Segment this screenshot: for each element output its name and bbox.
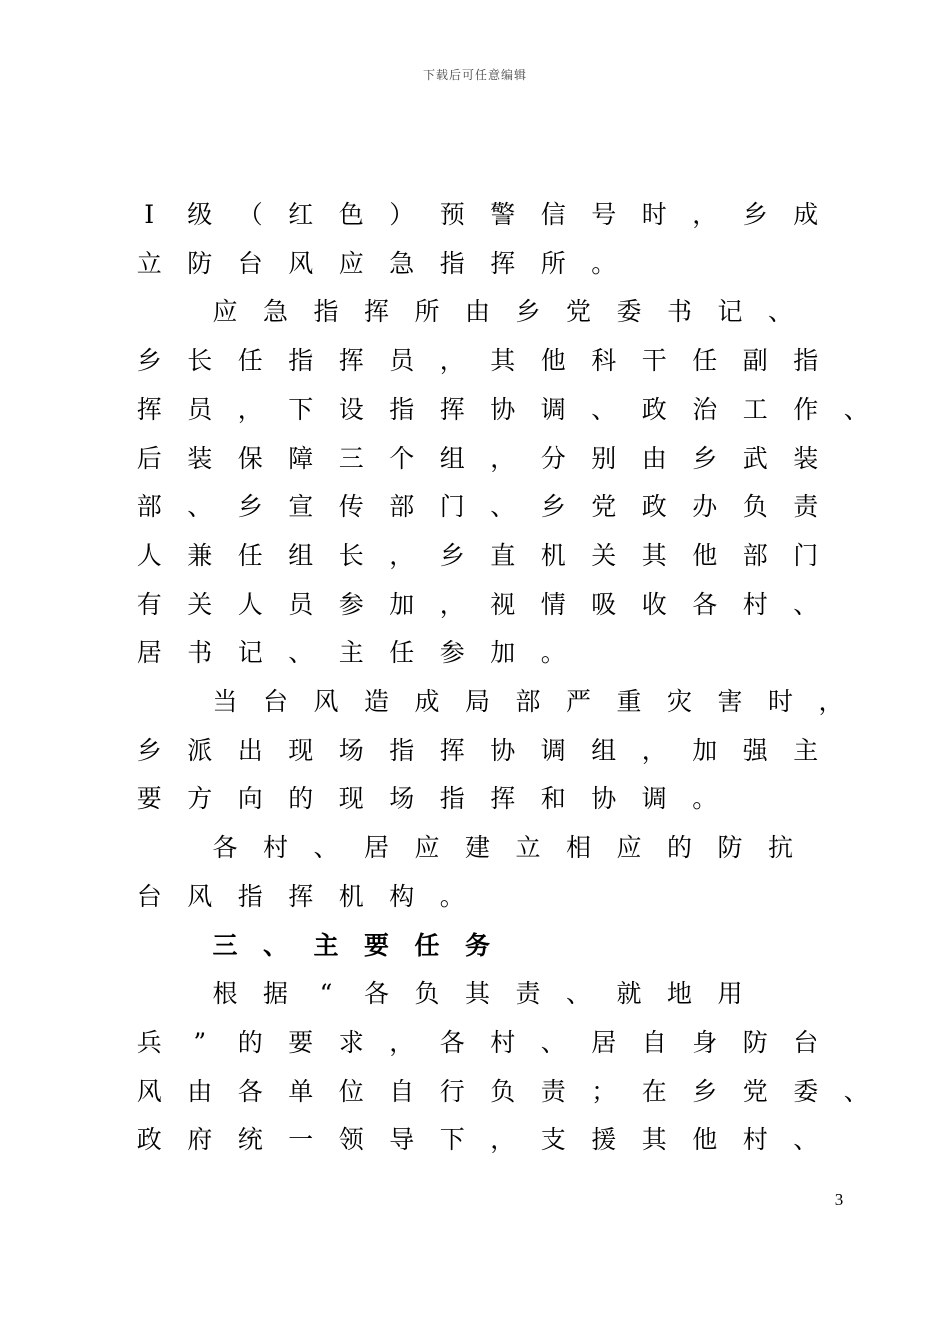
text-char: 行 [439, 1076, 465, 1106]
text-char: 、 [490, 492, 516, 522]
text-char: 记 [237, 638, 263, 668]
text-char: 台 [136, 881, 162, 911]
text-char: 政 [136, 1125, 162, 1155]
text-char: 台 [262, 687, 288, 716]
text-char: 挥 [490, 784, 516, 814]
text-char: 警 [490, 200, 516, 229]
text-char: 收 [641, 589, 667, 619]
text-char: 成 [414, 687, 440, 716]
text-char: 居 [591, 1027, 617, 1057]
text-char: 出 [237, 735, 263, 765]
text-char: 、 [767, 297, 793, 327]
text-char: 视 [490, 589, 516, 619]
text-char: 组 [288, 540, 314, 570]
text-char: 各 [692, 589, 718, 619]
text-char: 机 [540, 540, 566, 570]
text-char: 指 [389, 735, 415, 765]
text-char: 吸 [591, 589, 617, 619]
text-char: 强 [742, 735, 768, 765]
text-char: 乡 [742, 200, 768, 229]
text-char: 指 [288, 346, 314, 376]
text-char: 应 [414, 833, 440, 863]
text-char: 应 [338, 248, 364, 278]
text-char: 和 [540, 784, 566, 814]
text-char: ” [193, 1027, 207, 1057]
text-char: 、 [843, 1076, 869, 1106]
text-char: 领 [338, 1125, 364, 1155]
text-char: ， [692, 200, 718, 229]
text-char: 指 [793, 346, 819, 376]
text-char: 障 [288, 443, 314, 473]
text-char: 下 [439, 1125, 465, 1155]
text-char: ， [389, 540, 415, 570]
text-char: 兵 [136, 1027, 162, 1057]
text-char: 村 [742, 589, 768, 619]
text-char: 防 [717, 833, 743, 863]
text-char: 协 [490, 735, 516, 765]
text-char: ； [591, 1076, 617, 1106]
text-char: 情 [540, 589, 566, 619]
text-char: 党 [742, 1076, 768, 1106]
text-char: 抗 [767, 833, 793, 863]
text-char: ， [641, 735, 667, 765]
text-char: 村 [742, 1125, 768, 1155]
text-char: 级 [187, 200, 213, 229]
text-char: 统 [237, 1125, 263, 1155]
text-char: 一 [288, 1125, 314, 1155]
text-char: 、 [288, 638, 314, 668]
text-char: 预 [439, 200, 465, 229]
text-char: 调 [540, 735, 566, 765]
text-char: 书 [187, 638, 213, 668]
text-char: 村 [490, 1027, 516, 1057]
text-char: 直 [490, 540, 516, 570]
text-char: 、 [793, 589, 819, 619]
text-char: 风 [288, 248, 314, 278]
text-char: 三 [212, 930, 238, 960]
text-char: 时 [767, 687, 793, 716]
text-char: 由 [641, 443, 667, 473]
text-char: 的 [288, 784, 314, 814]
text-char: ， [439, 589, 465, 619]
text-char: 调 [641, 784, 667, 814]
text-char: 时 [641, 200, 667, 229]
text-char: 要 [288, 1027, 314, 1057]
text-char: 其 [464, 979, 490, 1009]
text-char: 负 [742, 492, 768, 522]
text-char: 下 [288, 394, 314, 424]
text-char: 科 [591, 346, 617, 376]
text-char: 政 [641, 394, 667, 424]
text-char: 地 [666, 979, 692, 1009]
text-char: “ [319, 979, 333, 1009]
text-char: 其 [490, 346, 516, 376]
text-char: 风 [136, 1076, 162, 1106]
text-char: 员 [288, 589, 314, 619]
text-char: 指 [237, 881, 263, 911]
text-char: 、 [187, 492, 213, 522]
text-char: 组 [439, 443, 465, 473]
text-char: ， [237, 394, 263, 424]
text-char: 记 [717, 297, 743, 327]
text-char: 严 [565, 687, 591, 716]
text-char: 的 [666, 833, 692, 863]
text-char: 各 [363, 979, 389, 1009]
text-char: 部 [515, 687, 541, 716]
text-char: 支 [540, 1125, 566, 1155]
text-char: 分 [540, 443, 566, 473]
text-char: 指 [313, 297, 339, 327]
text-char: 挥 [288, 881, 314, 911]
text-char: 协 [591, 784, 617, 814]
page-header: 下载后可任意编辑 [422, 68, 527, 82]
text-char: 关 [187, 589, 213, 619]
text-char: 台 [237, 248, 263, 278]
text-char: 构 [389, 881, 415, 911]
text-char: 其 [641, 1125, 667, 1155]
text-char: 灾 [666, 687, 692, 716]
text-char: 指 [439, 784, 465, 814]
text-char: 乡 [515, 297, 541, 327]
text-char: 任 [414, 930, 440, 960]
text-char: 信 [540, 200, 566, 229]
text-char: 风 [313, 687, 339, 716]
text-char: 个 [389, 443, 415, 473]
text-char: 据 [262, 979, 288, 1009]
text-char: 政 [641, 492, 667, 522]
text-char: 部 [136, 492, 162, 522]
text-char: 各 [439, 1027, 465, 1057]
text-char: 村 [262, 833, 288, 863]
text-char: 挥 [363, 297, 389, 327]
text-char: 乡 [237, 492, 263, 522]
text-char: 急 [262, 297, 288, 327]
text-char: 挥 [439, 394, 465, 424]
text-char: 宣 [288, 492, 314, 522]
text-char: 、 [565, 979, 591, 1009]
text-char: 门 [793, 540, 819, 570]
text-char: 现 [288, 735, 314, 765]
text-char: 乡 [540, 492, 566, 522]
text-char: 门 [439, 492, 465, 522]
text-char: 关 [591, 540, 617, 570]
text-char: 、 [793, 1125, 819, 1155]
text-char: 组 [591, 735, 617, 765]
text-char: 场 [389, 784, 415, 814]
text-char: 乡 [439, 540, 465, 570]
text-char: 自 [641, 1027, 667, 1057]
text-char: 立 [136, 248, 162, 278]
text-char: 乡 [692, 1076, 718, 1106]
text-char: 部 [389, 492, 415, 522]
text-char: 装 [793, 443, 819, 473]
text-char: 长 [187, 346, 213, 376]
text-char: 主 [313, 930, 339, 960]
text-char: 任 [237, 540, 263, 570]
text-char: 书 [666, 297, 692, 327]
text-char: 治 [692, 394, 718, 424]
text-char: 挥 [338, 346, 364, 376]
text-char: 府 [187, 1125, 213, 1155]
text-char: 害 [717, 687, 743, 716]
text-char: 建 [464, 833, 490, 863]
text-char: 指 [389, 394, 415, 424]
text-char: 。 [540, 638, 566, 668]
text-char: 自 [389, 1076, 415, 1106]
text-char: 派 [187, 735, 213, 765]
text-char: 要 [363, 930, 389, 960]
text-char: 身 [692, 1027, 718, 1057]
text-char: 负 [490, 1076, 516, 1106]
text-char: 三 [338, 443, 364, 473]
text-char: 援 [591, 1125, 617, 1155]
text-char: ， [490, 443, 516, 473]
text-char: 、 [540, 1027, 566, 1057]
text-char: 单 [288, 1076, 314, 1106]
text-char: 任 [389, 638, 415, 668]
text-char: 武 [742, 443, 768, 473]
text-char: 别 [591, 443, 617, 473]
text-char: 加 [692, 735, 718, 765]
text-char: 现 [338, 784, 364, 814]
text-char: 挥 [136, 394, 162, 424]
text-char: 场 [338, 735, 364, 765]
text-char: 相 [565, 833, 591, 863]
text-char: 。 [439, 881, 465, 911]
text-char: 后 [136, 443, 162, 473]
text-char: 风 [187, 881, 213, 911]
text-char: 主 [793, 735, 819, 765]
text-char: 加 [490, 638, 516, 668]
text-char: 乡 [136, 346, 162, 376]
text-char: 成 [793, 200, 819, 229]
text-char: 他 [540, 346, 566, 376]
text-char: 装 [187, 443, 213, 473]
text-char: 办 [692, 492, 718, 522]
text-char: 协 [490, 394, 516, 424]
text-char: 用 [717, 979, 743, 1009]
text-char: Ⅰ [144, 200, 155, 229]
text-char: 兼 [187, 540, 213, 570]
text-char: 设 [338, 394, 364, 424]
text-char: 人 [237, 589, 263, 619]
text-char: 其 [641, 540, 667, 570]
text-char: 。 [692, 784, 718, 814]
text-char: 乡 [136, 735, 162, 765]
text-char: 当 [212, 687, 238, 716]
text-char: 工 [742, 394, 768, 424]
text-char: 求 [338, 1027, 364, 1057]
text-char: ， [818, 687, 844, 716]
text-char: 任 [692, 346, 718, 376]
text-char: 要 [136, 784, 162, 814]
text-char: 务 [464, 930, 490, 960]
text-char: 居 [363, 833, 389, 863]
text-char: 委 [793, 1076, 819, 1106]
text-char: 党 [565, 297, 591, 327]
text-char: 色 [338, 200, 364, 229]
text-char: ） [389, 200, 415, 229]
text-char: 人 [136, 540, 162, 570]
text-char: 造 [363, 687, 389, 716]
text-char: 防 [742, 1027, 768, 1057]
text-char: 红 [288, 200, 314, 229]
text-char: 参 [338, 589, 364, 619]
text-char: 各 [212, 833, 238, 863]
text-char: 他 [692, 1125, 718, 1155]
text-char: 责 [540, 1076, 566, 1106]
text-char: 防 [187, 248, 213, 278]
text-char: 。 [591, 248, 617, 278]
text-char: 长 [338, 540, 364, 570]
text-char: 所 [540, 248, 566, 278]
text-char: 挥 [439, 735, 465, 765]
text-char: 的 [237, 1027, 263, 1057]
text-char: 、 [262, 930, 288, 960]
text-char: 部 [742, 540, 768, 570]
text-char: 有 [136, 589, 162, 619]
text-char: 副 [742, 346, 768, 376]
text-char: 委 [616, 297, 642, 327]
text-char: 居 [136, 638, 162, 668]
text-char: 他 [692, 540, 718, 570]
text-char: 号 [591, 200, 617, 229]
text-char: 应 [616, 833, 642, 863]
text-char: 任 [237, 346, 263, 376]
text-char: 各 [237, 1076, 263, 1106]
text-char: 就 [616, 979, 642, 1009]
text-char: 、 [591, 394, 617, 424]
text-char: 员 [389, 346, 415, 376]
text-char: 保 [237, 443, 263, 473]
text-char: 应 [212, 297, 238, 327]
text-char: 立 [515, 833, 541, 863]
text-char: 由 [464, 297, 490, 327]
text-char: 台 [793, 1027, 819, 1057]
text-char: 由 [187, 1076, 213, 1106]
text-char: 党 [591, 492, 617, 522]
text-char: 在 [641, 1076, 667, 1106]
text-char: 、 [313, 833, 339, 863]
text-char: 干 [641, 346, 667, 376]
text-char: 指 [439, 248, 465, 278]
text-char: （ [237, 200, 263, 229]
text-char: ， [389, 1027, 415, 1057]
text-char: 机 [338, 881, 364, 911]
text-char: 责 [793, 492, 819, 522]
text-char: 向 [237, 784, 263, 814]
text-char: 导 [389, 1125, 415, 1155]
text-char: ， [439, 346, 465, 376]
text-char: 所 [414, 297, 440, 327]
text-char: 负 [414, 979, 440, 1009]
text-char: 调 [540, 394, 566, 424]
text-char: 急 [389, 248, 415, 278]
text-char: 方 [187, 784, 213, 814]
text-char: 主 [338, 638, 364, 668]
text-char: 责 [515, 979, 541, 1009]
text-char: 传 [338, 492, 364, 522]
text-char: 作 [793, 394, 819, 424]
text-char: 位 [338, 1076, 364, 1106]
text-char: 参 [439, 638, 465, 668]
text-char: 局 [464, 687, 490, 716]
text-char: 、 [843, 394, 869, 424]
text-char: 重 [616, 687, 642, 716]
text-char: 根 [212, 979, 238, 1009]
page-number: 3 [834, 1190, 844, 1209]
text-char: 加 [389, 589, 415, 619]
text-char: ， [490, 1125, 516, 1155]
text-char: 挥 [490, 248, 516, 278]
text-char: 员 [187, 394, 213, 424]
text-char: 乡 [692, 443, 718, 473]
